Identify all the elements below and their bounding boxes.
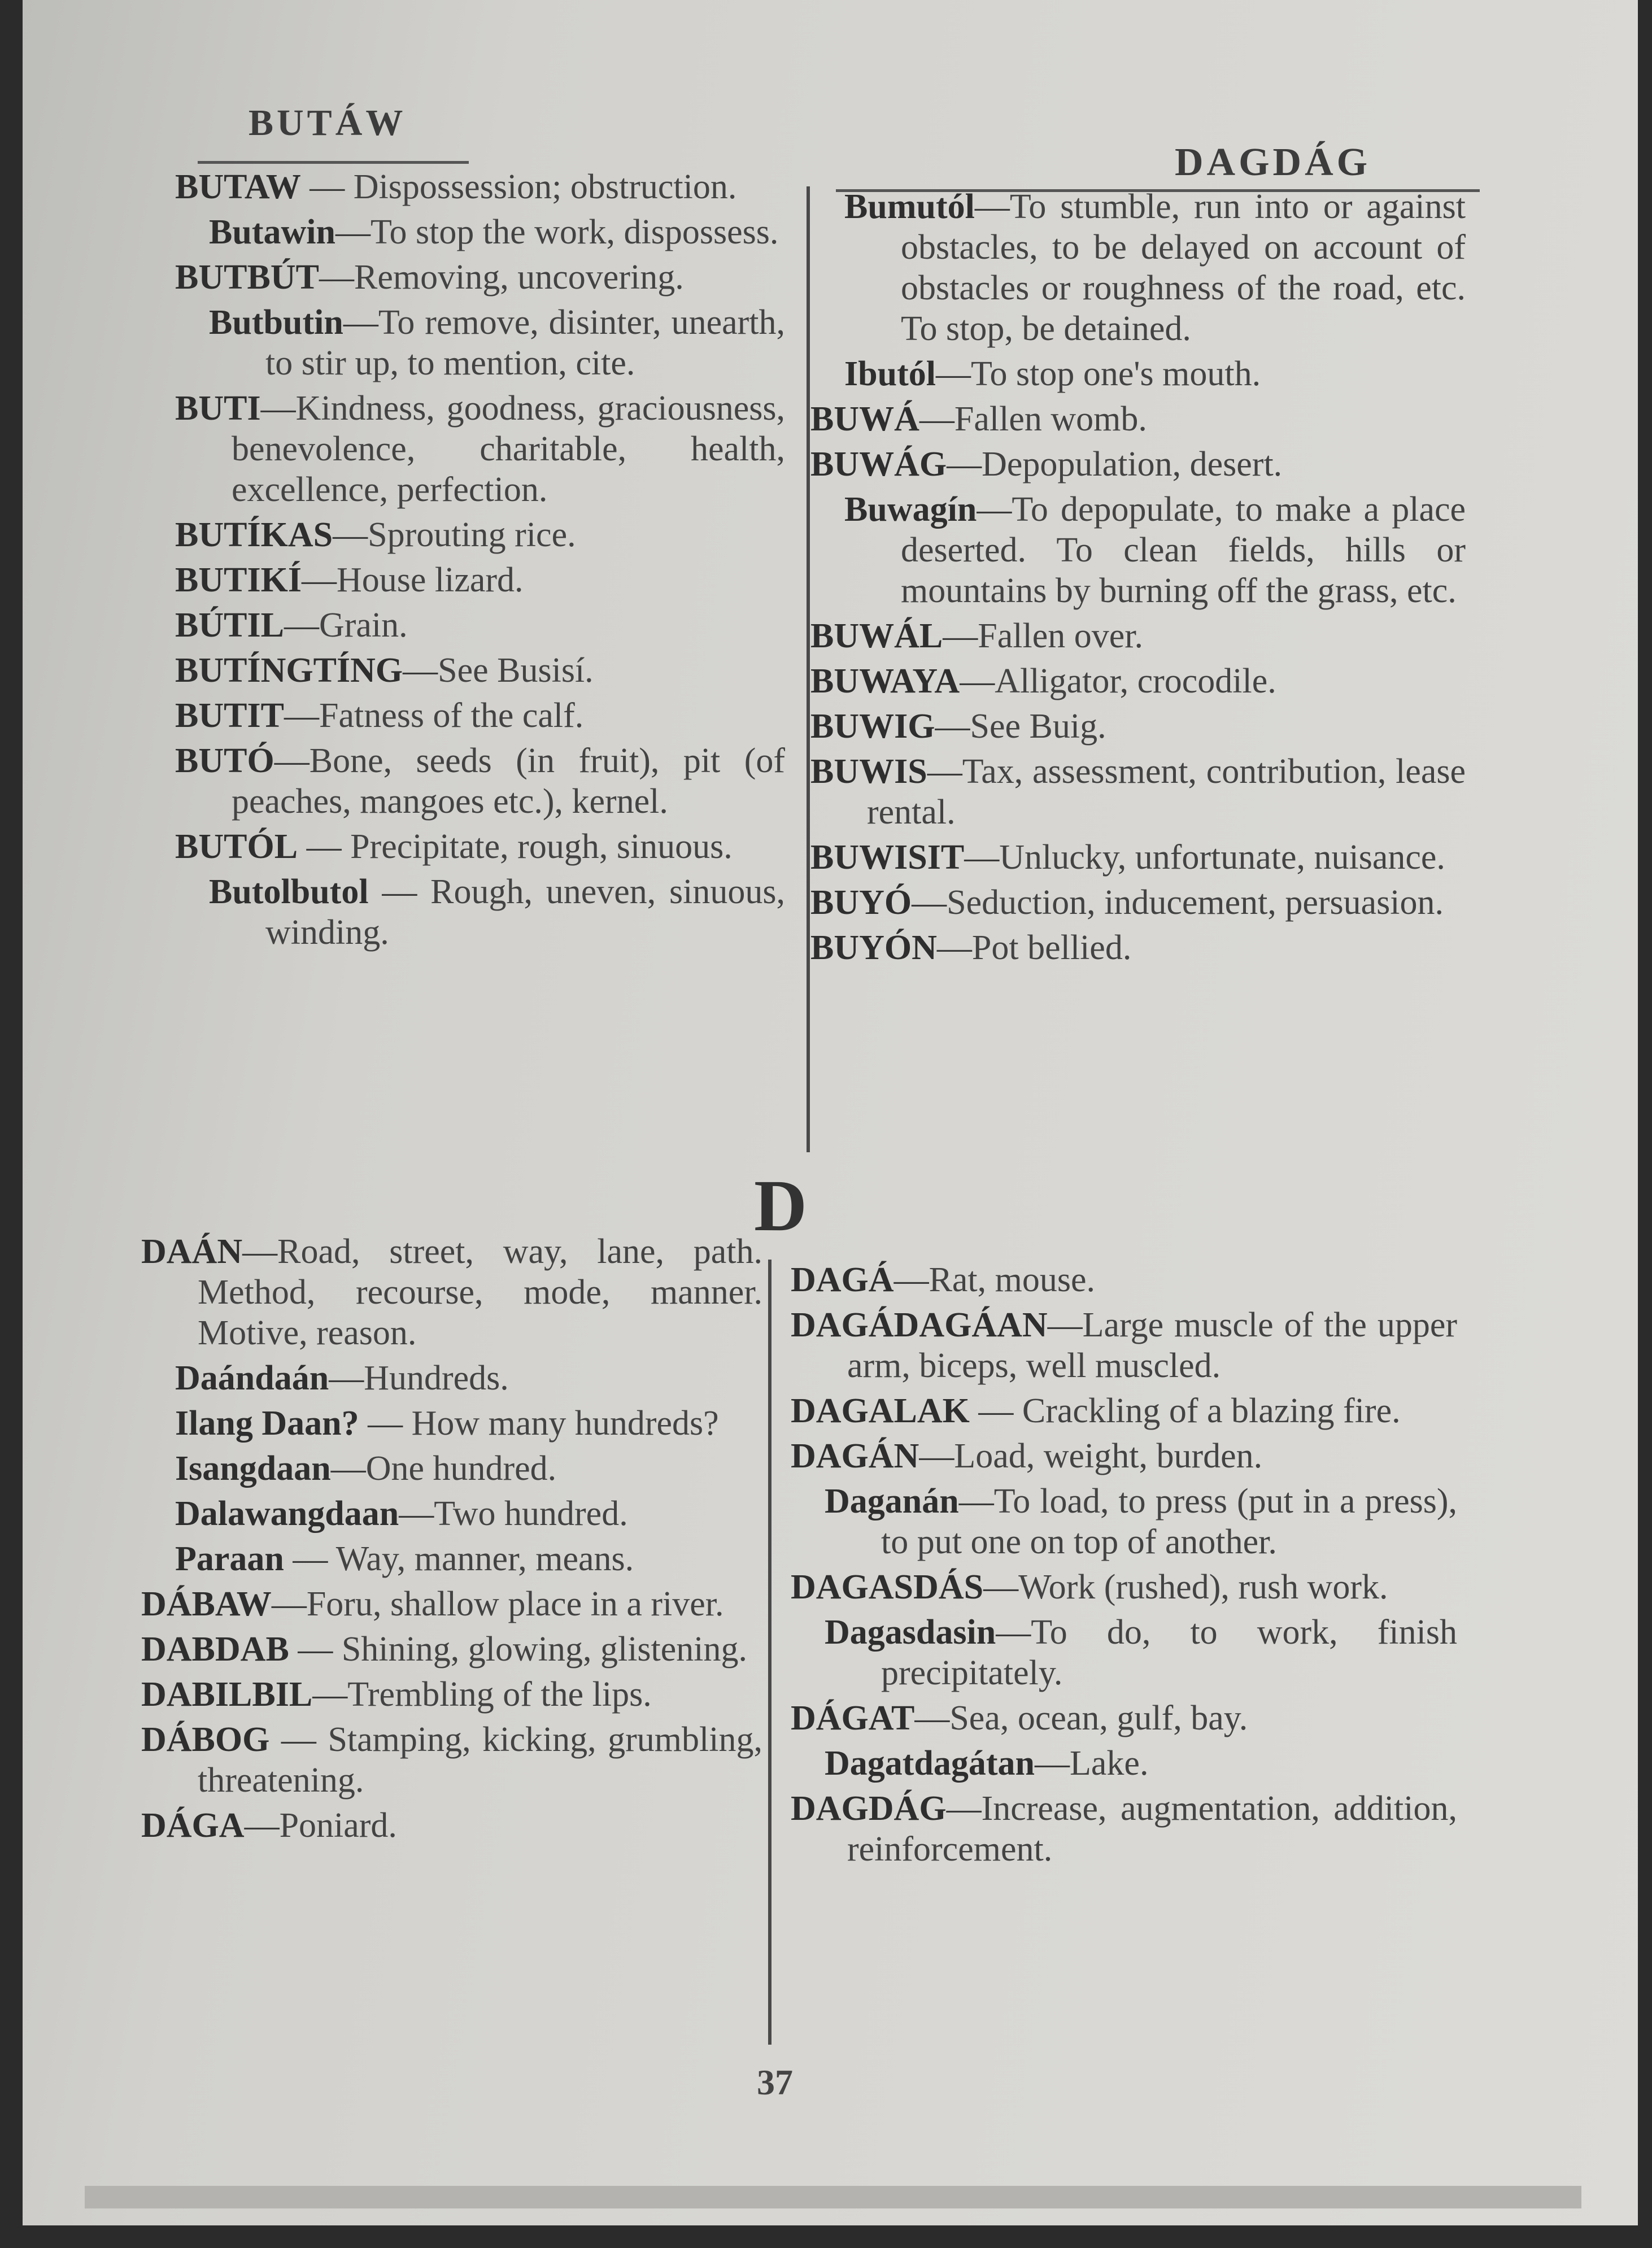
definition: To stop one's mouth. [970, 355, 1261, 393]
definition: Tax, assessment, contribution, lease rental. [867, 752, 1466, 831]
sub-entry [844, 489, 1466, 611]
definition: See Buig. [970, 707, 1106, 746]
entry-separator: — [301, 561, 337, 599]
headword: Butawin [209, 213, 335, 251]
sub-entry [844, 186, 1466, 349]
headword: BUTAW [175, 168, 301, 206]
entry-separator: — [368, 873, 431, 911]
headword: DAGDÁG [791, 1789, 947, 1828]
headword: BUWÁG [810, 445, 947, 483]
entry-separator: — [335, 213, 370, 251]
headword: DÁGA [141, 1806, 245, 1845]
entry-separator: — [298, 827, 351, 866]
definition: Rat, mouse. [929, 1261, 1096, 1299]
entry-separator: — [300, 168, 354, 206]
definition: One hundred. [365, 1449, 557, 1488]
definition: House lizard. [336, 561, 524, 599]
entry-separator: — [969, 1392, 1022, 1430]
dictionary-entry [141, 1719, 762, 1801]
definition: To stumble, run into or against obstacles, to be delayed on account of obstacles or roughness of the road, etc. To stop, be detained. [901, 188, 1466, 348]
definition: Trembling of the lips. [347, 1675, 652, 1714]
entry-separator: — [983, 1568, 1019, 1606]
definition: Grain. [319, 606, 408, 644]
definition: To load, to press (put in a press), to put one on top of another. [881, 1482, 1457, 1561]
definition: Shining, glowing, glistening. [341, 1630, 748, 1668]
dictionary-entry [175, 257, 785, 298]
definition: Bone, seeds (in fruit), pit (of peaches, mangoes etc.), kernel. [232, 742, 785, 821]
entries-column-bottom-left [141, 1231, 762, 1850]
definition: Rough, uneven, sinuous, winding. [265, 873, 786, 952]
headword: DAGÁ [791, 1261, 894, 1299]
definition: Removing, uncovering. [354, 258, 684, 297]
headword: DABDAB [141, 1630, 289, 1668]
definition: Precipitate, rough, sinuous. [350, 827, 733, 866]
definition: Load, weight, burden. [954, 1437, 1263, 1475]
dictionary-entry [810, 837, 1466, 878]
headword: DAÁN [141, 1232, 243, 1271]
entry-separator: — [284, 1540, 336, 1578]
definition: To depopulate, to make a place deserted. To clean fields, hills or mountains by burning off the grass, etc. [901, 490, 1466, 610]
dictionary-entry [175, 388, 785, 510]
definition: Alligator, crocodile. [995, 662, 1276, 700]
dictionary-entry [810, 751, 1466, 833]
headword: BUWAYA [810, 662, 960, 700]
definition: Kindness, goodness, graciousness, benevolence, charitable, health, excellence, perfection. [232, 389, 785, 509]
definition: Sea, ocean, gulf, bay. [949, 1699, 1248, 1737]
dictionary-entry [810, 882, 1466, 923]
entry-separator: — [330, 1449, 366, 1488]
entry-separator: — [284, 606, 319, 644]
entry-separator: — [958, 1482, 994, 1521]
dictionary-entry [791, 1567, 1457, 1607]
entry-separator: — [960, 662, 995, 700]
entry-separator: — [936, 929, 972, 967]
definition: Hundreds. [364, 1359, 509, 1397]
dictionary-entry [810, 616, 1466, 656]
sub-entry [825, 1743, 1457, 1784]
definition: Dispossession; obstruction. [353, 168, 737, 206]
headword: Daándaán [175, 1359, 329, 1397]
definition: Increase, augmentation, addition, reinforcement. [847, 1789, 1457, 1868]
sub-entry [175, 1403, 762, 1444]
column-divider-top [807, 186, 810, 1152]
entry-separator: — [919, 1437, 954, 1475]
headword: DÁBAW [141, 1585, 272, 1623]
entries-column-top-left [175, 167, 785, 957]
definition: Road, street, way, lane, path. Method, recourse, mode, manner. Motive, reason. [198, 1232, 762, 1352]
headword: DÁBOG [141, 1720, 270, 1759]
definition: Seduction, inducement, persuasion. [947, 883, 1444, 922]
headword: BUYÓN [810, 929, 937, 967]
dictionary-entry [791, 1788, 1457, 1870]
headword: BUYÓ [810, 883, 912, 922]
headword: BUTÍKAS [175, 516, 333, 554]
definition: How many hundreds? [411, 1404, 719, 1443]
entry-separator: — [943, 617, 978, 655]
entry-separator: — [319, 258, 354, 297]
definition: Two hundred. [434, 1495, 628, 1533]
headword: Paraan [175, 1540, 284, 1578]
dictionary-entry [175, 650, 785, 691]
dictionary-page [23, 0, 1638, 2225]
entry-separator: — [271, 1585, 307, 1623]
headword: DÁGAT [791, 1699, 915, 1737]
entry-separator: — [893, 1261, 929, 1299]
headword: DAGASDÁS [791, 1568, 984, 1606]
headword: Dagasdasin [825, 1613, 996, 1652]
definition: Poniard. [279, 1806, 397, 1845]
headword: BUTÓ [175, 742, 274, 780]
dictionary-entry [175, 167, 785, 207]
entry-separator: — [977, 490, 1012, 529]
dictionary-entry [141, 1674, 762, 1715]
entry-separator: — [274, 742, 310, 780]
headword: Butbutin [209, 303, 343, 342]
definition: To remove, disinter, unearth, to stir up, to mention, cite. [265, 303, 785, 382]
definition: Way, manner, means. [335, 1540, 634, 1578]
entry-separator: — [284, 696, 319, 735]
definition: Pot bellied. [971, 929, 1132, 967]
headword: BUTI [175, 389, 261, 428]
entry-separator: — [914, 1699, 950, 1737]
headword: BUWÁL [810, 617, 943, 655]
definition: Lake. [1070, 1744, 1149, 1783]
sub-entry [209, 302, 785, 384]
sub-entry [175, 1358, 762, 1399]
sub-entry [825, 1612, 1457, 1693]
header-rule-left [198, 161, 469, 164]
dictionary-entry [141, 1629, 762, 1670]
headword: BUWIG [810, 707, 935, 746]
dictionary-entry [175, 695, 785, 736]
entry-separator: — [269, 1720, 328, 1759]
definition: Large muscle of the upper arm, biceps, well muscled. [847, 1306, 1457, 1385]
page-bottom-edge [85, 2186, 1581, 2208]
dictionary-entry [175, 826, 785, 867]
headword: BUWIS [810, 752, 927, 791]
sub-entry [844, 354, 1466, 394]
dictionary-entry [810, 661, 1466, 702]
headword: Dalawangdaan [175, 1495, 399, 1533]
entry-separator: — [935, 355, 971, 393]
definition: See Busisí. [438, 651, 594, 690]
entry-separator: — [919, 400, 954, 438]
entries-column-bottom-right [791, 1260, 1457, 1874]
dictionary-entry [810, 444, 1466, 485]
dictionary-entry [175, 740, 785, 822]
entry-separator: — [912, 883, 947, 922]
dictionary-entry [175, 515, 785, 555]
sub-entry [175, 1539, 762, 1579]
definition: Depopulation, desert. [982, 445, 1283, 483]
dictionary-entry [141, 1231, 762, 1353]
entry-separator: — [1035, 1744, 1070, 1783]
entry-separator: — [935, 707, 970, 746]
dictionary-entry [810, 399, 1466, 439]
sub-entry [175, 1493, 762, 1534]
headword: Buwagín [844, 490, 977, 529]
headword: DAGALAK [791, 1392, 970, 1430]
headword: BUTÍNGTÍNG [175, 651, 403, 690]
dictionary-entry [141, 1584, 762, 1624]
definition: Sprouting rice. [368, 516, 576, 554]
entry-separator: — [359, 1404, 412, 1443]
entry-separator: — [946, 1789, 982, 1828]
headword: BÚTIL [175, 606, 284, 644]
dictionary-entry [141, 1805, 762, 1846]
entries-column-top-right [810, 186, 1466, 973]
definition: Fatness of the calf. [319, 696, 584, 735]
headword: BUWISIT [810, 838, 965, 877]
entry-separator: — [244, 1806, 280, 1845]
entry-separator: — [964, 838, 1000, 877]
dictionary-entry [810, 927, 1466, 968]
headword: Daganán [825, 1482, 959, 1521]
headword: Dagatdagátan [825, 1744, 1035, 1783]
column-divider-bottom [768, 1260, 771, 2045]
headword: BUTIT [175, 696, 284, 735]
definition: Unlucky, unfortunate, nuisance. [999, 838, 1445, 877]
dictionary-entry [791, 1305, 1457, 1386]
dictionary-entry [791, 1260, 1457, 1300]
entry-separator: — [329, 1359, 364, 1397]
sub-entry [209, 872, 785, 953]
definition: Fallen over. [978, 617, 1143, 655]
headword: DAGÁN [791, 1437, 919, 1475]
headword: BUTIKÍ [175, 561, 302, 599]
headword: Butolbutol [209, 873, 369, 911]
entry-separator: — [927, 752, 962, 791]
entry-separator: — [242, 1232, 278, 1271]
definition: To do, to work, finish precipitately. [881, 1613, 1457, 1692]
headword: Isangdaan [175, 1449, 331, 1488]
dictionary-entry [810, 706, 1466, 747]
definition: Foru, shallow place in a river. [306, 1585, 724, 1623]
headword: Ilang Daan? [175, 1404, 359, 1443]
running-head-right: DAGDÁG [1175, 141, 1371, 184]
running-head-left: BUTÁW [249, 102, 407, 143]
definition: Work (rushed), rush work. [1018, 1568, 1388, 1606]
sub-entry [209, 212, 785, 252]
definition: To stop the work, dispossess. [370, 213, 779, 251]
entry-separator: — [289, 1630, 342, 1668]
section-letter: D [754, 1165, 807, 1247]
headword: Ibutól [844, 355, 936, 393]
definition: Stamping, kicking, grumbling, threatening. [198, 1720, 762, 1800]
entry-separator: — [947, 445, 982, 483]
entry-separator: — [312, 1675, 348, 1714]
headword: BUTÓL [175, 827, 298, 866]
definition: Crackling of a blazing fire. [1022, 1392, 1401, 1430]
entry-separator: — [260, 389, 296, 428]
entry-separator: — [403, 651, 438, 690]
sub-entry [825, 1481, 1457, 1562]
definition: Fallen womb. [954, 400, 1147, 438]
dictionary-entry [791, 1391, 1457, 1431]
headword: Bumutól [844, 188, 975, 226]
sub-entry [175, 1448, 762, 1489]
entry-separator: — [399, 1495, 434, 1533]
dictionary-entry [175, 605, 785, 646]
headword: BUTBÚT [175, 258, 319, 297]
entry-separator: — [1047, 1306, 1083, 1344]
page-number: 37 [757, 2062, 793, 2102]
dictionary-entry [791, 1698, 1457, 1739]
headword: DAGÁDAGÁAN [791, 1306, 1048, 1344]
entry-separator: — [333, 516, 368, 554]
dictionary-entry [791, 1436, 1457, 1476]
entry-separator: — [343, 303, 378, 342]
headword: DABILBIL [141, 1675, 313, 1714]
entry-separator: — [996, 1613, 1031, 1652]
entry-separator: — [974, 188, 1010, 226]
headword: BUWÁ [810, 400, 919, 438]
dictionary-entry [175, 560, 785, 600]
